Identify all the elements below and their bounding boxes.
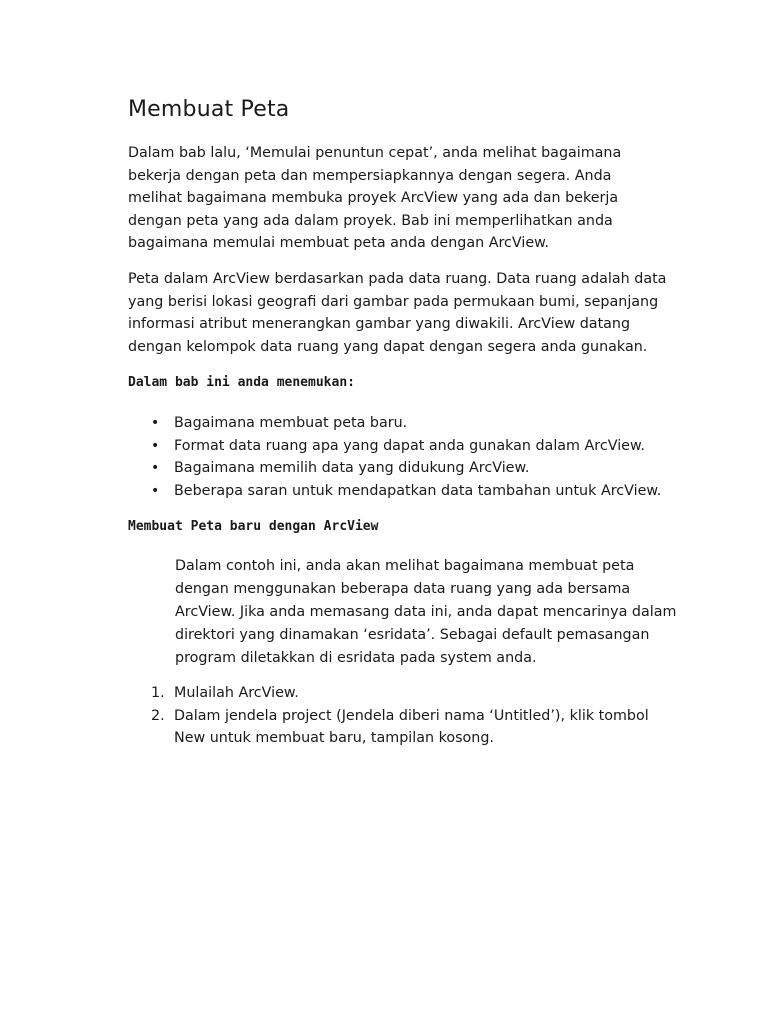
chapter-contents-heading: Dalam bab ini anda menemukan: <box>128 375 355 390</box>
list-item <box>128 480 661 503</box>
list-item-text: Bagaimana membuat peta baru. <box>174 415 408 431</box>
page-title: Membuat Peta <box>128 97 290 122</box>
step-text: Dalam jendela project (Jendela diberi nama ‘Untitled’), klik tombol New untuk membuat baru, tampilan kosong. <box>174 707 649 746</box>
chapter-contents-list <box>128 412 661 502</box>
step-item <box>128 682 668 705</box>
list-item <box>128 412 661 435</box>
new-map-heading: Membuat Peta baru dengan ArcView <box>128 519 379 534</box>
bullet-icon: • <box>151 460 160 476</box>
step-number: 1. <box>151 685 165 701</box>
step-number: 2. <box>151 707 165 724</box>
bullet-icon: • <box>151 482 160 499</box>
list-item <box>128 435 661 458</box>
list-item-text: Beberapa saran untuk mendapatkan data tambahan untuk ArcView. <box>174 482 662 499</box>
intro-paragraph: Dalam bab lalu, ‘Memulai penuntun cepat’, anda melihat bagaimana bekerja dengan peta dan mempersiapkannya dengan segera. Anda melihat bagaimana membuka proyek ArcView yang ada dan bekerja dengan peta yang ada dalam proyek. Bab ini memperlihatkan anda bagaimana memulai membuat peta anda dengan ArcView. <box>128 145 622 251</box>
bullet-icon: • <box>151 415 160 431</box>
step-item <box>128 705 668 750</box>
list-item-text: Format data ruang apa yang dapat anda gunakan dalam ArcView. <box>174 437 645 454</box>
steps-list <box>128 682 668 750</box>
spatial-data-paragraph: Peta dalam ArcView berdasarkan pada data ruang. Data ruang adalah data yang berisi lokasi geografi dari gambar pada permukaan bumi, sepanjang informasi atribut menerangkan gambar yang diwakili. ArcView datang dengan kelompok data ruang yang dapat dengan segera anda gunakan. <box>128 271 667 355</box>
example-paragraph: Dalam contoh ini, anda akan melihat bagaimana membuat peta dengan menggunakan beberapa data ruang yang ada bersama ArcView. Jika anda memasang data ini, anda dapat mencarinya dalam direktori yang dinamakan ‘esridata’. Sebagai default pemasangan program diletakkan di esridata pada system anda. <box>175 558 677 666</box>
step-text: Mulailah ArcView. <box>174 685 299 701</box>
list-item-text: Bagaimana memilih data yang didukung ArcView. <box>174 460 530 476</box>
bullet-icon: • <box>151 437 160 454</box>
list-item <box>128 457 661 480</box>
